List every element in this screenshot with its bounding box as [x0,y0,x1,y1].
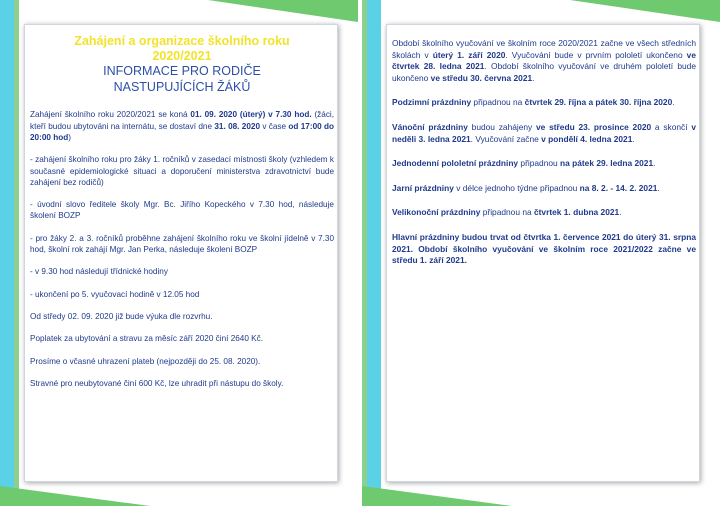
paragraph-fee: Poplatek za ubytování a stravu za měsíc září 2020 činí 2640 Kč. [30,334,264,344]
decorative-stripe [367,0,381,506]
corner-decoration [0,486,150,506]
left-page [0,0,358,506]
decorative-stripe [0,0,14,506]
paragraph-semester-holiday: Jednodenní pololetní prázdniny připadnou na pátek 29. ledna 2021. [392,158,656,169]
paragraph-end-time: - ukončení po 5. vyučovací hodině v 12.05 hod [30,289,200,299]
paragraph-school-year: Období školního vyučování ve školním roce 2020/2021 začne ve všech středních školách v úterý 1. září 2020. Vyučování bude v prvním pololetí ukončeno ve čtvrtek 28. ledna 2021. Období školního vyučování ve druhém pololetí bude ukončeno ve středu 30. června 2021. [392,38,696,83]
paragraph-autumn-holidays: Podzimní prázdniny připadnou na čtvrtek 29. října a pátek 30. října 2020. [392,97,675,108]
document-content [392,38,696,280]
paragraph-start-date: Zahájení školního roku 2020/2021 se koná 01. 09. 2020 (úterý) v 7.30 hod. (žáci, kteří budou ubytováni na internátu, se dostaví dne 31. 08. 2020 v čase od 17:00 do 20:00 hod) [30,110,335,142]
paragraph-schedule: Od středy 02. 09. 2020 již bude výuka dle rozvrhu. [30,312,213,321]
corner-decoration [362,486,512,506]
paragraph-other-years: - pro žáky 2. a 3. ročníků proběhne zahájení školního roku ve školní jídelně v 7.30 hod, školní rok zahájí Mgr. Jan Perka, následuje školení BOZP [30,233,334,255]
paragraph-meals: Stravné pro neubytované činí 600 Kč, lze uhradit při nástupu do školy. [30,378,284,388]
corner-decoration [208,0,358,22]
paragraph-spring-holidays: Jarní prázdniny v délce jednoho týdne připadnou na 8. 2. - 14. 2. 2021. [392,182,660,193]
paragraph-summer-holidays: Hlavní prázdniny budou trvat od čtvrtka 1. července 2021 do úterý 31. srpna 2021. Období školního vyučování ve školním roce 2021/2022 začne ve středu 1. září 2021. [392,231,696,266]
paragraph-christmas-holidays: Vánoční prázdniny budou zahájeny ve středu 23. prosince 2020 a skončí v neděli 3. ledna 2021. Vyučování začne v pondělí 4. ledna 2021. [392,121,696,144]
corner-decoration [570,0,720,22]
document-content [30,34,334,400]
paragraph-payment-deadline: Prosíme o včasné uhrazení plateb (nejpozději do 25. 08. 2020). [30,356,261,366]
paragraph-director-speech: - úvodní slovo ředitele školy Mgr. Bc. Jiřího Kopeckého v 7.30 hod, následuje školení BOZP [30,200,334,221]
paragraph-easter-holidays: Velikonoční prázdniny připadnou na čtvrtek 1. dubna 2021. [392,207,622,218]
decorative-stripe [14,0,19,506]
right-page [362,0,720,506]
document-title: Zahájení a organizace školního roku 2020/2021 [74,34,290,63]
paragraph-class-hours: - v 9.30 hod následují třídnické hodiny [30,267,168,277]
paragraph-first-year: - zahájení školního roku pro žáky 1. ročníků v zasedací místnosti školy (vzhledem k současné epidemiologické situaci a doporučení ministerstva zdravotnictví bude zahájení bez rodičů) [30,155,334,187]
document-subtitle: INFORMACE PRO RODIČE NASTUPUJÍCÍCH ŽÁKŮ [103,64,261,94]
